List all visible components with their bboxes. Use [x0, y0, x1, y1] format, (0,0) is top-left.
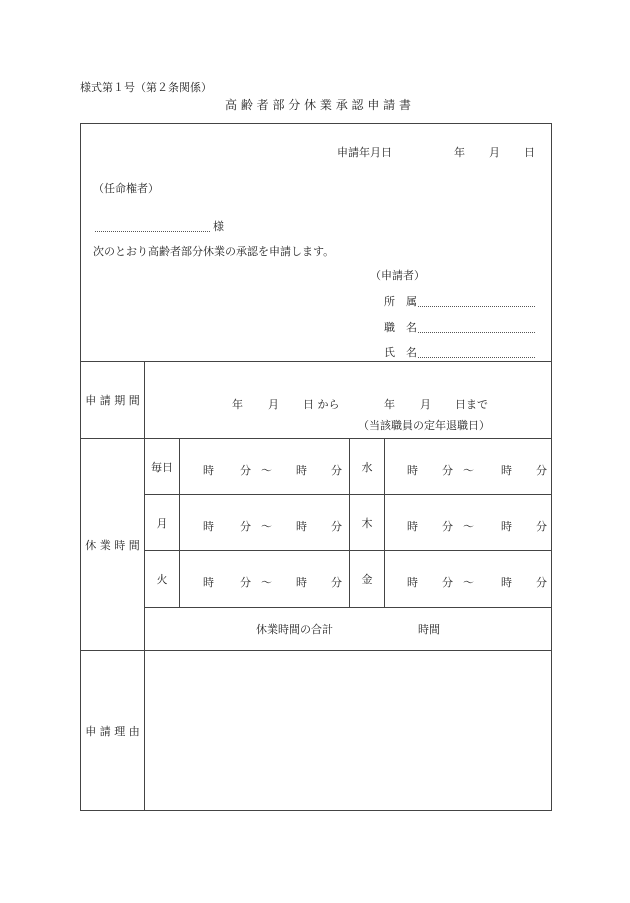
- period-month-end: 月: [420, 398, 431, 411]
- period-year-end: 年: [384, 398, 395, 411]
- minute-unit: 分: [240, 464, 251, 477]
- day-label-tuesday: 火: [156, 573, 168, 586]
- minute-unit: 分: [442, 464, 453, 477]
- time-range-wednesday: [0, 462, 630, 477]
- date-month: 月: [489, 146, 500, 159]
- divider-period: [80, 361, 552, 362]
- divider-row3: [144, 550, 552, 551]
- hours-label: 休 業 時 間: [85, 538, 140, 552]
- divider-total: [144, 607, 552, 608]
- period-note: （当該職員の定年退職日）: [358, 419, 490, 432]
- hour-unit: 時: [296, 520, 307, 533]
- honorific: 様: [213, 220, 224, 233]
- period-day-to: 日まで: [455, 398, 488, 411]
- time-range-thursday: [0, 518, 630, 533]
- minute-unit: 分: [240, 576, 251, 589]
- position-label: 職 名: [384, 321, 417, 334]
- hour-unit: 時: [203, 576, 214, 589]
- hour-unit: 時: [203, 464, 214, 477]
- date-label: 申請年月日: [337, 146, 392, 159]
- period-label: 申 請 期 間: [85, 394, 140, 407]
- period-day-from: 日 から: [303, 398, 340, 411]
- hour-unit: 時: [407, 464, 418, 477]
- hour-unit: 時: [296, 464, 307, 477]
- dept-field[interactable]: [418, 306, 535, 307]
- minute-unit: 分: [536, 520, 547, 533]
- total-hours-unit: 時間: [418, 623, 440, 636]
- minute-unit: 分: [240, 520, 251, 533]
- tilde-sep: ～: [463, 576, 474, 589]
- period-line: [0, 396, 630, 411]
- total-hours-label: 休業時間の合計: [256, 623, 333, 636]
- minute-unit: 分: [331, 520, 342, 533]
- name-field[interactable]: [418, 357, 535, 358]
- date-year: 年: [454, 146, 465, 159]
- minute-unit: 分: [536, 576, 547, 589]
- day-label-thursday: 木: [361, 516, 373, 530]
- document-title: 高 齢 者 部 分 休 業 承 認 申 請 書: [225, 98, 411, 112]
- hour-unit: 時: [296, 576, 307, 589]
- request-text: 次のとおり高齢者部分休業の承認を申請します。: [93, 245, 335, 258]
- tilde-sep: ～: [261, 464, 272, 477]
- name-label: 氏 名: [384, 346, 417, 359]
- tilde-sep: ～: [261, 520, 272, 533]
- applicant-label: （申請者）: [370, 269, 425, 282]
- day-label-friday: 金: [361, 573, 373, 586]
- reason-field[interactable]: [145, 651, 551, 810]
- hour-unit: 時: [407, 576, 418, 589]
- tilde-sep: ～: [463, 520, 474, 533]
- day-label-monday: 月: [156, 516, 168, 530]
- hour-unit: 時: [203, 520, 214, 533]
- position-field[interactable]: [418, 332, 535, 333]
- dept-label: 所 属: [384, 295, 417, 308]
- minute-unit: 分: [536, 464, 547, 477]
- appointer-name-field[interactable]: [95, 231, 210, 232]
- reason-label: 申 請 理 由: [85, 724, 140, 738]
- appointer-label: （任命権者）: [93, 182, 159, 195]
- tilde-sep: ～: [463, 464, 474, 477]
- period-month: 月: [268, 398, 279, 411]
- hour-unit: 時: [501, 520, 512, 533]
- day-label-daily: 毎日: [151, 460, 173, 474]
- minute-unit: 分: [442, 520, 453, 533]
- time-range-friday: [0, 574, 630, 589]
- minute-unit: 分: [331, 576, 342, 589]
- form-number: 様式第１号（第２条関係）: [80, 81, 212, 94]
- frame-bottom: [80, 810, 552, 811]
- period-year: 年: [232, 398, 243, 411]
- hour-unit: 時: [407, 520, 418, 533]
- minute-unit: 分: [331, 464, 342, 477]
- hour-unit: 時: [501, 576, 512, 589]
- tilde-sep: ～: [261, 576, 272, 589]
- frame-top: [80, 123, 552, 124]
- divider-row2: [144, 494, 552, 495]
- day-label-wednesday: 水: [361, 460, 373, 474]
- minute-unit: 分: [442, 576, 453, 589]
- date-day: 日: [524, 146, 535, 159]
- hour-unit: 時: [501, 464, 512, 477]
